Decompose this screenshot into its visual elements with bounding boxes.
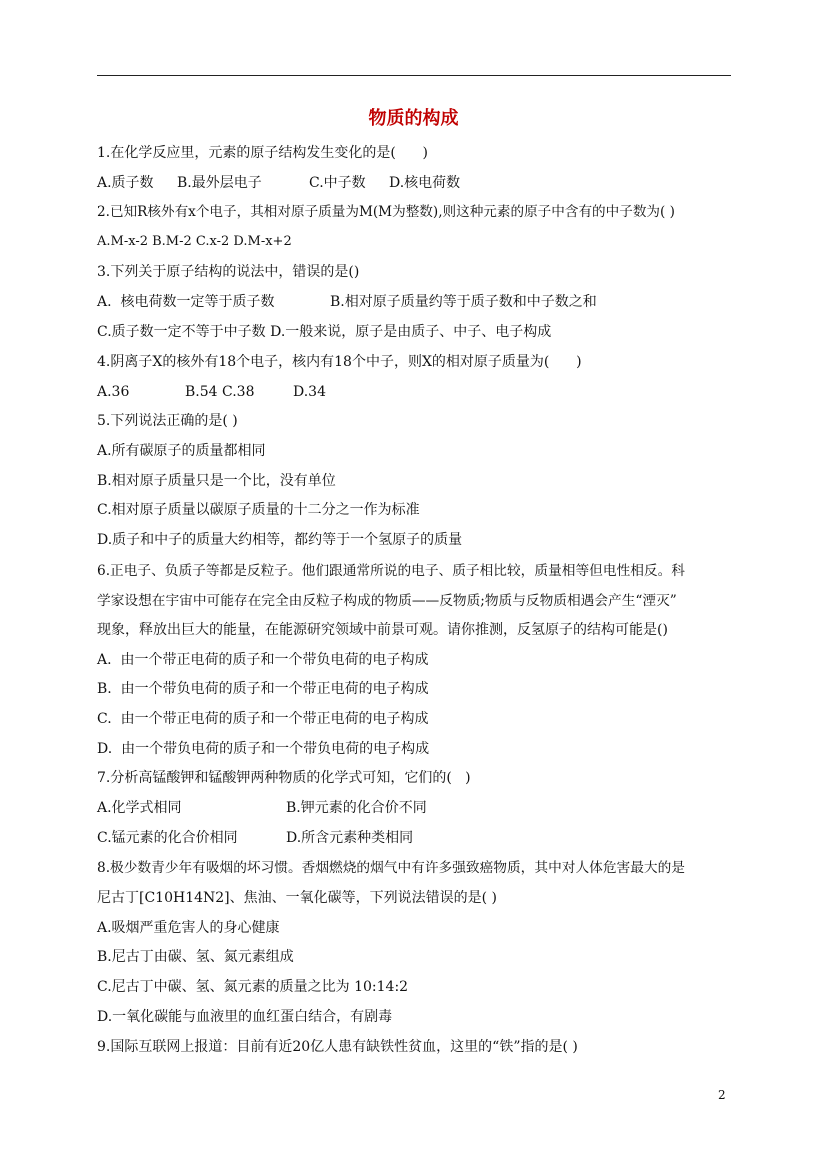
question-2-options: A.M-x-2 B.M-2 C.x-2 D.M-x+2 [97,234,292,249]
question-8-option-c: C.尼古丁中碳、氢、氮元素的质量之比为 10:14:2 [97,979,409,995]
option-a: A.36 [97,384,130,400]
question-7-options-cd [97,828,737,848]
question-7-stem: 7.分析高锰酸钾和锰酸钾两种物质的化学式可知，它们的( ) [97,770,471,786]
question-9-stem: 9.国际互联网上报道：目前有近20亿人患有缺铁性贫血，这里的“铁”指的是( ) [97,1039,578,1055]
question-5-stem: 5.下列说法正确的是( ) [97,413,238,429]
question-8-stem-line-1: 8.极少数青少年有吸烟的坏习惯。香烟燃烧的烟气中有许多强致癌物质，其中对人体危害最大的是 [97,860,685,876]
option-c: C.中子数 [309,175,366,191]
question-6-stem-line-1: 6.正电子、负质子等都是反粒子。他们跟通常所说的电子、质子相比较，质量相等但电性相反。科 [97,563,685,579]
question-8-option-d: D.一氧化碳能与血液里的血红蛋白结合，有剧毒 [97,1009,393,1025]
question-1-stem: 1.在化学反应里，元素的原子结构发生变化的是( ) [97,145,428,161]
option-d: D.34 [293,384,326,400]
question-8-option-b: B.尼古丁由碳、氢、氮元素组成 [97,949,294,965]
question-5-option-d: D.质子和中子的质量大约相等，都约等于一个氢原子的质量 [97,532,463,548]
question-3-options-cd: C.质子数一定不等于中子数 D.一般来说，原子是由质子、中子、电子构成 [97,324,552,340]
question-6-option-b: B. 由一个带负电荷的质子和一个带正电荷的电子构成 [97,681,429,697]
header-rule [97,75,731,76]
question-2-stem: 2.已知R核外有x个电子，其相对原子质量为M(M为整数),则这种元素的原子中含有的中子数为( ) [97,204,675,220]
option-b: B.钾元素的化合价不同 [286,800,427,816]
question-4-options [97,382,737,402]
option-a: A. 核电荷数一定等于质子数 [97,294,275,310]
option-b: B.最外层电子 [177,175,262,191]
question-6-option-a: A. 由一个带正电荷的质子和一个带负电荷的电子构成 [97,652,429,668]
question-8-option-a: A.吸烟严重危害人的身心健康 [97,920,280,936]
question-7-options-ab [97,798,737,818]
question-6-stem-line-2: 学家设想在宇宙中可能存在完全由反粒子构成的物质——反物质;物质与反物质相遇会产生“湮灭” [97,593,677,609]
option-c: C.锰元素的化合价相同 [97,830,238,846]
question-5-option-b: B.相对原子质量只是一个比，没有单位 [97,473,336,489]
question-4-stem: 4.阴离子X的核外有18个电子，核内有18个中子，则X的相对原子质量为( ) [97,354,582,370]
option-b: B.相对原子质量约等于质子数和中子数之和 [330,294,597,310]
option-a: A.化学式相同 [97,800,182,816]
option-d: D.所含元素种类相同 [286,830,414,846]
option-d: D.核电荷数 [389,175,461,191]
question-1-options [97,173,737,193]
question-6-stem-line-3: 现象，释放出巨大的能量，在能源研究领域中前景可观。请你推测，反氢原子的结构可能是() [97,622,668,638]
question-8-stem-line-2: 尼古丁[C10H14N2]、焦油、一氧化碳等，下列说法错误的是( ) [97,890,498,906]
question-6-option-d: D. 由一个带负电荷的质子和一个带负电荷的电子构成 [97,741,430,757]
option-b-c: B.54 C.38 [185,384,255,400]
question-6-option-c: C. 由一个带正电荷的质子和一个带正电荷的电子构成 [97,711,429,727]
question-5-option-c: C.相对原子质量以碳原子质量的十二分之一作为标准 [97,502,420,518]
page-number: 2 [718,1088,726,1102]
question-3-stem: 3.下列关于原子结构的说法中，错误的是() [97,264,360,280]
page-title: 物质的构成 [368,108,459,129]
option-a: A.质子数 [97,175,154,191]
question-3-options-ab [97,292,737,312]
question-5-option-a: A.所有碳原子的质量都相同 [97,443,266,459]
